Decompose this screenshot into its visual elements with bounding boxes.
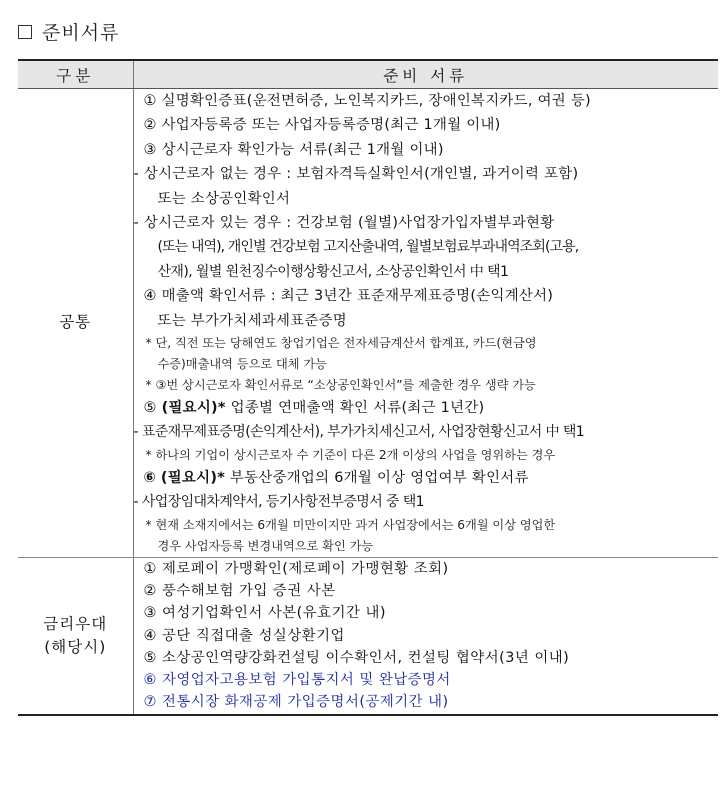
item-number: ⑥ bbox=[143, 469, 156, 486]
list-item bbox=[134, 466, 719, 490]
list-item: ③ 상시근로자 확인가능 서류(최근 1개월 이내) bbox=[143, 141, 444, 158]
list-item: ① 실명확인증표(운전면허증, 노인복지카드, 장애인복지카드, 여권 등) bbox=[143, 93, 591, 109]
category-line: (해당시) bbox=[44, 637, 107, 656]
note-item: * 현재 소재지에서는 6개월 미만이지만 과거 사업장에서는 6개월 이상 영업한 bbox=[145, 517, 556, 532]
content-common bbox=[133, 89, 718, 558]
category-line: 금리우대 bbox=[43, 614, 108, 633]
item-text: 업종별 연매출액 확인 서류(최근 1년간) bbox=[230, 400, 485, 417]
list-item: - 상시근로자 없는 경우 : 보험자격득실확인서(개인별, 과거이력 포함) bbox=[133, 166, 579, 183]
content-preferential bbox=[133, 557, 718, 715]
category-preferential bbox=[18, 557, 133, 715]
list-item: 또는 부가가치세과세표준증명 bbox=[157, 312, 347, 329]
list-item: ⑦ 전통시장 화재공제 가입증명서(공제기간 내) bbox=[143, 694, 449, 711]
list-item: ④ 매출액 확인서류 : 최근 3년간 표준재무제표증명(손익계산서) bbox=[143, 288, 554, 305]
list-item: 산재), 월별 원천징수이행상황신고서, 소상공인확인서 中 택1 bbox=[157, 263, 509, 280]
list-item: ⑤ 소상공인역량강화컨설팅 이수확인서, 컨설팅 협약서(3년 이내) bbox=[143, 649, 570, 666]
list-item: ② 사업자등록증 또는 사업자등록증명(최근 1개월 이내) bbox=[143, 117, 501, 134]
item-number: ⑤ bbox=[143, 400, 157, 417]
header-category: 구분 bbox=[18, 60, 133, 89]
list-item bbox=[134, 396, 719, 420]
note-item: 경우 사업자등록 변경내역으로 확인 가능 bbox=[157, 538, 374, 553]
row-common bbox=[18, 89, 718, 558]
list-item: - 사업장임대차계약서, 등기사항전부증명서 중 택1 bbox=[133, 494, 424, 511]
list-item: (또는 내역), 개인별 건강보험 고지산출내역, 월별보험료부과내역조회(고용, bbox=[157, 239, 579, 256]
list-item: ④ 공단 직접대출 성실상환기업 bbox=[143, 627, 345, 644]
note-item: * ③번 상시근로자 확인서류로 “소상공인확인서”를 제출한 경우 생략 가능 bbox=[145, 378, 536, 393]
list-item: - 표준재무제표증명(손익계산서), 부가가치세신고서, 사업장현황신고서 中 택1 bbox=[133, 424, 585, 441]
conditional-tag: (필요시)* bbox=[161, 400, 226, 417]
conditional-tag: (필요시)* bbox=[160, 469, 226, 486]
checkbox-square-icon bbox=[18, 25, 32, 39]
note-item: * 하나의 기업이 상시근로자 수 기준이 다른 2개 이상의 사업을 영위하는 경우 bbox=[145, 447, 556, 462]
list-item: - 상시근로자 있는 경우 : 건강보험 (월별)사업장가입자별부과현황 bbox=[133, 215, 555, 232]
documents-table bbox=[18, 59, 718, 716]
list-item: ⑥ 자영업자고용보험 가입통지서 및 완납증명서 bbox=[143, 672, 451, 689]
row-preferential bbox=[18, 557, 718, 715]
table-header-row bbox=[18, 60, 718, 89]
category-common: 공통 bbox=[18, 89, 133, 558]
section-title: 준비서류 bbox=[42, 22, 120, 44]
header-documents: 준비 서류 bbox=[133, 60, 718, 89]
list-item: ② 풍수해보험 가입 증권 사본 bbox=[143, 582, 336, 599]
item-text: 부동산중개업의 6개월 이상 영업여부 확인서류 bbox=[229, 469, 529, 486]
note-item: * 단, 직전 또는 당해연도 창업기업은 전자세금계산서 합계표, 카드(현금영 bbox=[145, 336, 537, 351]
note-item: 수증)매출내역 등으로 대체 가능 bbox=[157, 357, 327, 372]
list-item: ③ 여성기업확인서 사본(유효기간 내) bbox=[143, 605, 386, 622]
list-item: 또는 소상공인확인서 bbox=[157, 190, 291, 207]
list-item: ① 제로페이 가맹확인(제로페이 가맹현황 조회) bbox=[143, 560, 449, 577]
section-heading bbox=[18, 18, 119, 45]
